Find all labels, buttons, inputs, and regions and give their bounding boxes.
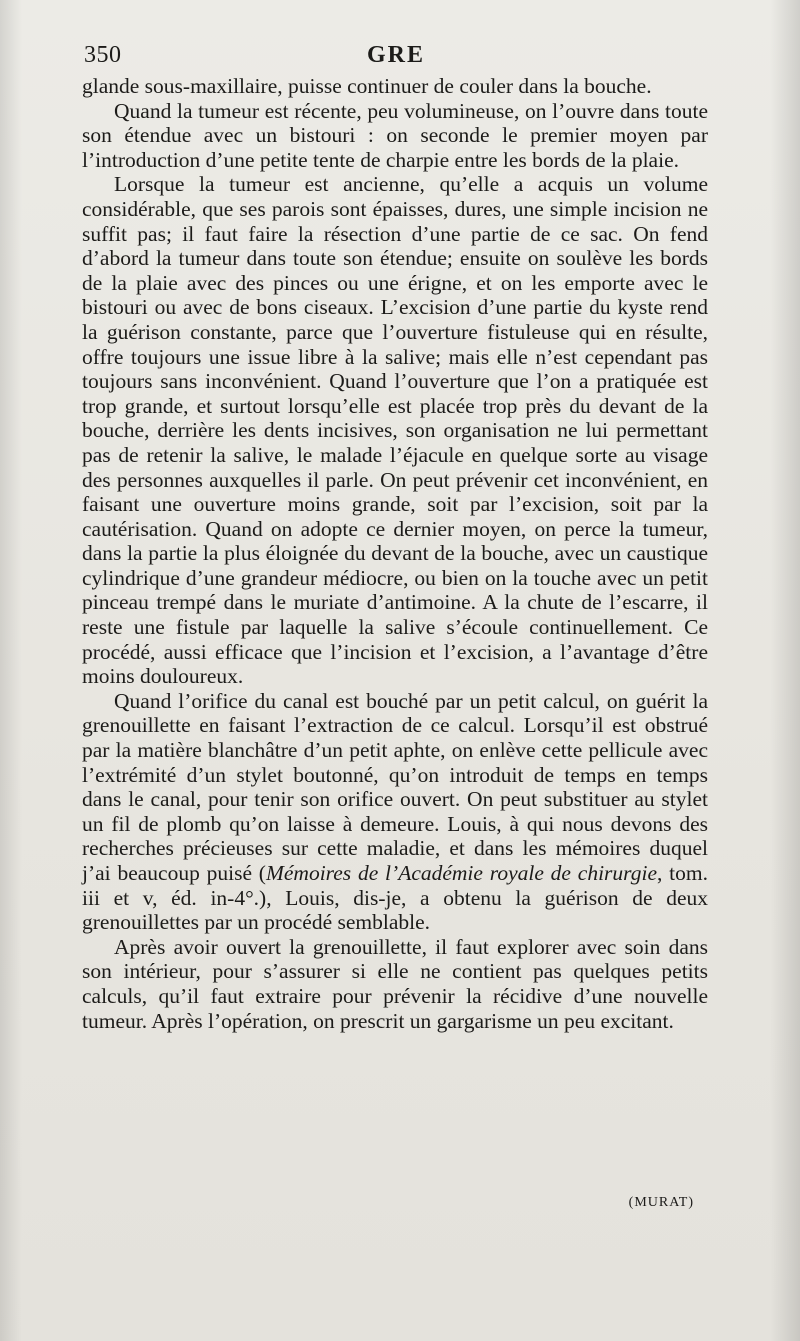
running-head: GRE: [366, 42, 425, 68]
paragraph: Quand la tumeur est récente, peu volumineuse, on l’ouvre dans toute son étendue avec un bistouri : on seconde le premier moyen par l’introduction d’une petite tente de charpie entre les bords de la plaie.: [82, 98, 708, 172]
paragraph-with-citation: [82, 689, 708, 935]
body-text: [82, 74, 708, 1033]
paragraph-continued: glande sous-maxillaire, puisse continuer de couler dans la bouche.: [82, 74, 652, 98]
page-number: 350: [84, 42, 122, 68]
paragraph-text: Quand l’orifice du canal est bouché par un petit calcul, on guérit la grenouillette en faisant l’extraction de ce calcul. Lorsqu’il est obstrué par la matière blanchâtre d’un petit aphte, on enlève cette pellicule avec l’extrémité d’un stylet boutonné, qu’on introduit de temps en temps dans le canal, pour tenir son orifice ouvert. On peut substituer au stylet un fil de plomb qu’on laisse à demeure. Louis, à qui nous devons des recherches précieuses sur cette maladie, et dans les mémoires duquel j’ai beaucoup puisé (: [82, 688, 708, 885]
author-signature: (MURAT): [628, 1195, 694, 1210]
citation-title: Mémoires de l’Académie royale de chirurgie: [265, 861, 657, 885]
page-header: [84, 42, 708, 72]
paragraph: Lorsque la tumeur est ancienne, qu’elle a acquis un volume considérable, que ses parois sont épaisses, dures, une simple incision ne suffit pas; il faut faire la résection d’une partie de ce sac. On fend d’abord la tumeur dans toute son étendue; ensuite on soulève les bords de la plaie avec des pinces ou une érigne, et on les emporte avec le bistouri ou avec de bons ciseaux. L’excision d’une partie du kyste rend la guérison constante, parce que l’ouverture fistuleuse qui en résulte, offre toujours une issue libre à la salive; mais elle n’est cependant pas toujours sans inconvénient. Quand l’ouverture que l’on a pratiquée est trop grande, et surtout lorsqu’elle est placée trop près du devant de la bouche, derrière les dents incisives, son organisation ne lui permettant pas de retenir la salive, le malade l’éjacule en quelque sorte au visage des personnes auxquelles il parle. On peut prévenir cet inconvénient, en faisant une ouverture moins grande, soit par l’excision, soit par la cautérisation. Quand on adopte ce dernier moyen, on perce la tumeur, dans la partie la plus éloignée du devant de la bouche, avec un caustique cylindrique d’une grandeur médiocre, ou bien on la touche avec un petit pinceau trempé dans le muriate d’antimoine. A la chute de l’escarre, il reste une fistule par laquelle la salive s’écoule continuellement. Ce procédé, aussi efficace que l’incision et l’excision, a l’avantage d’être moins douloureux.: [82, 172, 708, 689]
paragraph-text: , tom. iii et v, éd. in-4°.), Louis, dis-je, a obtenu la guérison de deux grenouillettes par un procédé semblable.: [82, 861, 708, 935]
paragraph: Après avoir ouvert la grenouillette, il faut explorer avec soin dans son intérieur, pour s’assurer si elle ne contient pas quelques petits calculs, qu’il faut extraire pour prévenir la récidive d’une nouvelle tumeur. Après l’opération, on prescrit un gargarisme un peu excitant.: [82, 934, 708, 1033]
